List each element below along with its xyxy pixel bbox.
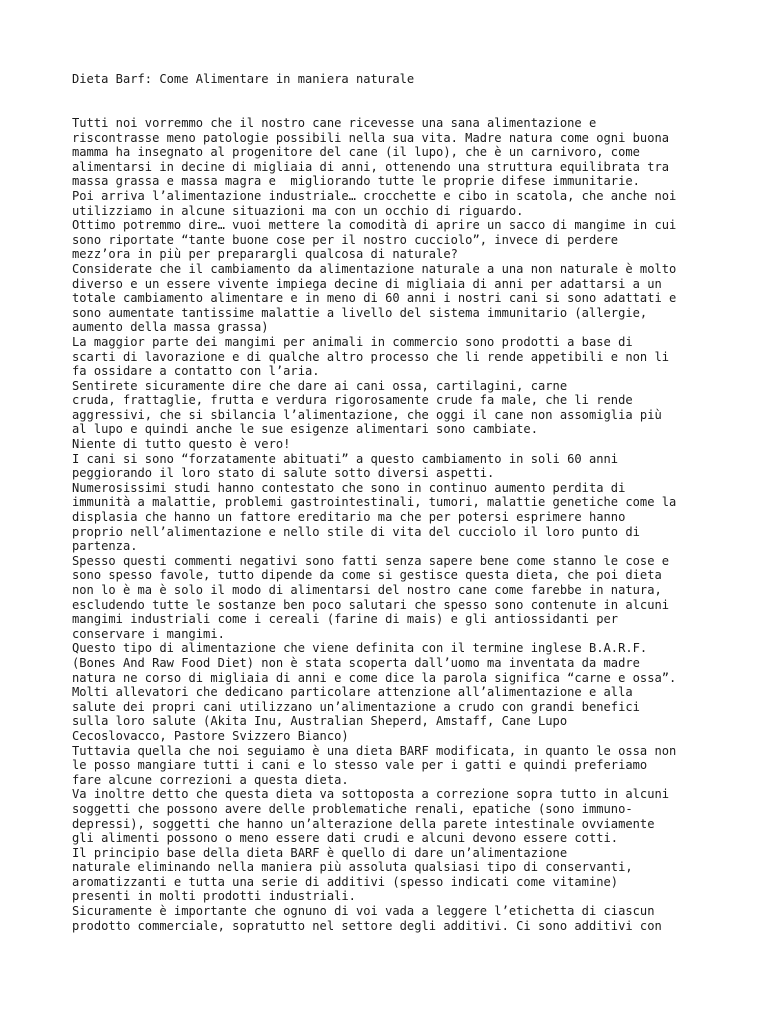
text-line: utilizziamo in alcune situazioni ma con un occhio di riguardo. (72, 203, 524, 218)
text-line: massa grassa e massa magra e migliorando tutte le proprie difese immunitarie. (72, 174, 640, 189)
text-line: totale cambiamento alimentare e in meno di 60 anni i nostri cani si sono adattati e (72, 291, 677, 306)
text-line: scarti di lavorazione e di qualche altro processo che li rende appetibili e non li (72, 349, 670, 364)
text-line: Ottimo potremmo dire… vuoi mettere la comodità di aprire un sacco di mangime in cui (72, 218, 677, 233)
text-line: depressi), soggetti che hanno un’alterazione della parete intestinale ovviamente (72, 816, 655, 831)
text-line: Tutti noi vorremmo che il nostro cane ricevesse una sana alimentazione e (72, 116, 597, 130)
text-line: Va inoltre detto che questa dieta va sottoposta a correzione sopra tutto in alcuni (72, 787, 670, 802)
text-line: aromatizzanti e tutta una serie di additivi (spesso indicati come vitamine) (72, 874, 619, 889)
text-line: diverso e un essere vivente impiega decine di migliaia di anni per adattarsi a un (72, 276, 662, 291)
text-line: presenti in molti prodotti industriali. (72, 889, 356, 904)
text-line: soggetti che possono avere delle problematiche renali, epatiche (sono immuno- (72, 801, 633, 816)
text-line: non lo è ma è solo il modo di alimentarsi del nostro cane come farebbe in natura, (72, 583, 662, 597)
text-line: Il principio base della dieta BARF è quello di dare un’alimentazione (72, 845, 568, 860)
text-line: Considerate che il cambiamento da alimentazione naturale a una non naturale è molto (72, 261, 677, 276)
text-line: gli alimenti possono o meno essere dati crudi e alcuni devono essere cotti. (72, 831, 619, 846)
text-line: Numerosissimi studi hanno contestato che sono in continuo aumento perdita di (72, 480, 626, 495)
text-line: salute dei propri cani utilizzano un’alimentazione a crudo con grandi benefici (72, 699, 640, 714)
text-line: Sentirete sicuramente dire che dare ai cani ossa, cartilagini, carne (72, 378, 568, 393)
text-line: sono aumentate tantissime malattie a livello del sistema immunitario (allergie, (72, 305, 648, 320)
text-line: (Bones And Raw Food Diet) non è stata scoperta dall’uomo ma inventata da madre (72, 655, 640, 670)
text-line: mangimi industriali come i cereali (farine di mais) e gli antiossidanti per (72, 612, 619, 627)
text-line: naturale eliminando nella maniera più assoluta qualsiasi tipo di conservanti, (72, 860, 633, 875)
text-line: immunità a malattie, problemi gastrointestinali, tumori, malattie genetiche come la (72, 495, 677, 510)
text-line: La maggior parte dei mangimi per animali in commercio sono prodotti a base di (72, 334, 633, 349)
text-line: aggressivi, che si sbilancia l’alimentazione, che oggi il cane non assomiglia più (72, 407, 662, 422)
text-line: al lupo e quindi anche le sue esigenze alimentari sono cambiate. (72, 422, 538, 437)
text-line: riscontrasse meno patologie possibili nella sua vita. Madre natura come ogni buona (72, 130, 670, 145)
text-line: mamma ha insegnato al progenitore del cane (il lupo), che è un carnivoro, come (72, 145, 640, 160)
text-line: sulla loro salute (Akita Inu, Australian Sheperd, Amstaff, Cane Lupo (72, 714, 568, 729)
document-title: Dieta Barf: Come Alimentare in maniera naturale (72, 72, 415, 86)
text-line: displasia che hanno un fattore ereditario ma che per potersi esprimere hanno (72, 510, 626, 525)
text-line: alimentarsi in decine di migliaia di anni, ottenendo una struttura equilibrata tra (72, 159, 670, 174)
document-body (72, 116, 712, 933)
text-line: conservare i mangimi. (72, 626, 225, 641)
text-line: Sicuramente è importante che ognuno di voi vada a leggere l’etichetta di ciascun (72, 904, 655, 919)
text-line: escludendo tutte le sostanze ben poco salutari che spesso sono contenute in alcuni (72, 597, 670, 612)
text-line: fa ossidare a contatto con l’aria. (72, 364, 320, 379)
text-line: le posso mangiare tutti i cani e lo stesso vale per i gatti e quindi preferiamo (72, 758, 648, 773)
text-line: Molti allevatori che dedicano particolare attenzione all’alimentazione e alla (72, 685, 633, 700)
text-line: partenza. (72, 539, 138, 554)
text-line: sono riportate “tante buone cose per il nostro cucciolo”, invece di perdere (72, 232, 619, 247)
text-line: Niente di tutto questo è vero! (72, 437, 291, 452)
text-line: aumento della massa grassa) (72, 320, 269, 335)
text-line: proprio nell’alimentazione e nello stile di vita del cucciolo il loro punto di (72, 524, 640, 539)
text-line: Cecoslovacco, Pastore Svizzero Bianco) (72, 728, 349, 743)
text-line: fare alcune correzioni a questa dieta. (72, 772, 349, 787)
text-line: Questo tipo di alimentazione che viene definita con il termine inglese B.A.R.F. (72, 641, 648, 656)
text-line: sono spesso favole, tutto dipende da come si gestisce questa dieta, che poi dieta (72, 568, 662, 583)
text-line: I cani si sono “forzatamente abituati” a questo cambiamento in soli 60 anni (72, 451, 619, 466)
text-line: prodotto commerciale, sopratutto nel settore degli additivi. Ci sono additivi con (72, 918, 662, 933)
text-line: mezz’ora in più per preparargli qualcosa di naturale? (72, 247, 458, 262)
text-line: cruda, frattaglie, frutta e verdura rigorosamente crude fa male, che li rende (72, 393, 633, 408)
text-line: peggiorando il loro stato di salute sotto diversi aspetti. (72, 466, 495, 481)
text-line: Poi arriva l’alimentazione industriale… crocchette e cibo in scatola, che anche noi (72, 188, 677, 203)
text-line: Tuttavia quella che noi seguiamo è una dieta BARF modificata, in quanto le ossa non (72, 743, 677, 758)
text-line: natura ne corso di migliaia di anni e come dice la parola significa “carne e ossa”. (72, 670, 677, 685)
text-line: Spesso questi commenti negativi sono fatti senza sapere bene come stanno le cose e (72, 553, 670, 568)
